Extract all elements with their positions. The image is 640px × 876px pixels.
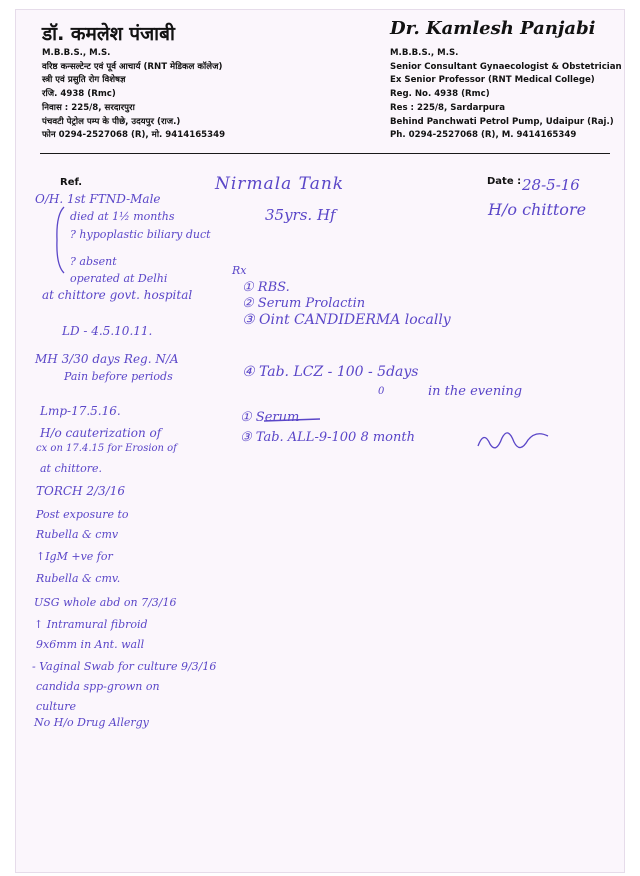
- history-line: culture: [36, 700, 77, 713]
- doctor-name-hindi: डॉ. कमलेश पंजाबी: [42, 23, 175, 45]
- english-line: M.B.B.S., M.S.: [390, 48, 459, 58]
- history-line: Rubella & cmv.: [36, 572, 121, 585]
- rx-item: in the evening: [428, 384, 523, 399]
- doctor-details-english: [390, 47, 622, 143]
- rx-symbol: Rx: [232, 264, 247, 277]
- hindi-line: निवास : 225/8, सरदारपुरा: [42, 102, 135, 113]
- patient-place: H/o chittore: [488, 200, 587, 219]
- history-line: Post exposure to: [36, 508, 129, 521]
- history-line: MH 3/30 days Reg. N/A: [35, 352, 179, 366]
- history-line: Pain before periods: [64, 370, 173, 383]
- patient-name: Nirmala Tank: [215, 174, 345, 194]
- rx-item: ③ Oint CANDIDERMA locally: [242, 312, 451, 328]
- history-line: LD - 4.5.10.11.: [62, 324, 153, 338]
- history-line: No H/o Drug Allergy: [34, 716, 149, 729]
- doctor-details-hindi: [42, 47, 225, 143]
- history-line: O/H. 1st FTND-Male: [35, 192, 161, 206]
- history-line: candida spp-grown on: [36, 680, 160, 693]
- history-line: died at 1½ months: [70, 210, 175, 223]
- english-line: Senior Consultant Gynaecologist & Obstetrician: [390, 61, 622, 72]
- signature-mark: [474, 424, 554, 458]
- rx-item-struck: ① Serum: [240, 410, 300, 425]
- header-divider: [40, 153, 610, 154]
- hindi-line: स्त्री एवं प्रसुति रोग विशेषज्ञ: [42, 75, 126, 86]
- hindi-line: फोन 0294-2527068 (R), मो. 9414165349: [42, 130, 226, 141]
- history-line: - Vaginal Swab for culture 9/3/16: [32, 660, 217, 673]
- rx-item: ④ Tab. LCZ - 100 - 5days: [242, 364, 419, 380]
- history-line: at chittore govt. hospital: [42, 288, 193, 302]
- history-line: ? absent: [70, 255, 117, 268]
- english-line: Reg. No. 4938 (Rmc): [390, 89, 490, 100]
- rx-item: ③ Tab. ALL-9-100 8 month: [240, 430, 415, 445]
- history-line: cx on 17.4.15 for Erosion of: [36, 443, 177, 454]
- doctor-name-english: Dr. Kamlesh Panjabi: [390, 18, 596, 39]
- history-line: ? hypoplastic biliary duct: [70, 228, 211, 241]
- rx-item: 0: [378, 386, 385, 397]
- english-line: Behind Panchwati Petrol Pump, Udaipur (Raj.): [390, 116, 614, 127]
- strike-mark: [262, 414, 322, 426]
- hindi-line: M.B.B.S., M.S.: [42, 48, 111, 58]
- history-line: ↑ Intramural fibroid: [34, 618, 148, 631]
- english-line: Ex Senior Professor (RNT Medical College): [390, 75, 595, 86]
- history-line: TORCH 2/3/16: [36, 484, 125, 498]
- hindi-line: वरिष्ठ कन्सल्टेन्ट एवं पूर्व आचार्य (RNT मेडिकल कॉलेज): [42, 61, 223, 72]
- history-line: Lmp-17.5.16.: [40, 404, 121, 418]
- bracket-mark: [52, 205, 66, 275]
- history-line: USG whole abd on 7/3/16: [34, 596, 177, 609]
- hindi-line: रजि. 4938 (Rmc): [42, 89, 116, 100]
- history-line: operated at Delhi: [70, 272, 168, 285]
- history-line: ↑IgM +ve for: [36, 550, 113, 563]
- english-line: Ph. 0294-2527068 (R), M. 9414165349: [390, 130, 577, 141]
- history-line: at chittore.: [40, 462, 102, 475]
- date-label: Date :: [487, 176, 522, 187]
- history-line: Rubella & cmv: [36, 528, 119, 541]
- ref-label: Ref.: [60, 177, 83, 188]
- rx-item: ① RBS.: [242, 280, 290, 295]
- patient-age: 35yrs. Hf: [265, 206, 336, 224]
- history-line: H/o cauterization of: [40, 426, 162, 440]
- history-line: 9x6mm in Ant. wall: [36, 638, 145, 651]
- hindi-line: पंचवटी पेट्रोल पम्प के पीछे, उदयपुर (राज.): [42, 116, 181, 127]
- handwritten-date: 28-5-16: [522, 176, 580, 194]
- english-line: Res : 225/8, Sardarpura: [390, 102, 506, 113]
- rx-item: ② Serum Prolactin: [242, 296, 366, 311]
